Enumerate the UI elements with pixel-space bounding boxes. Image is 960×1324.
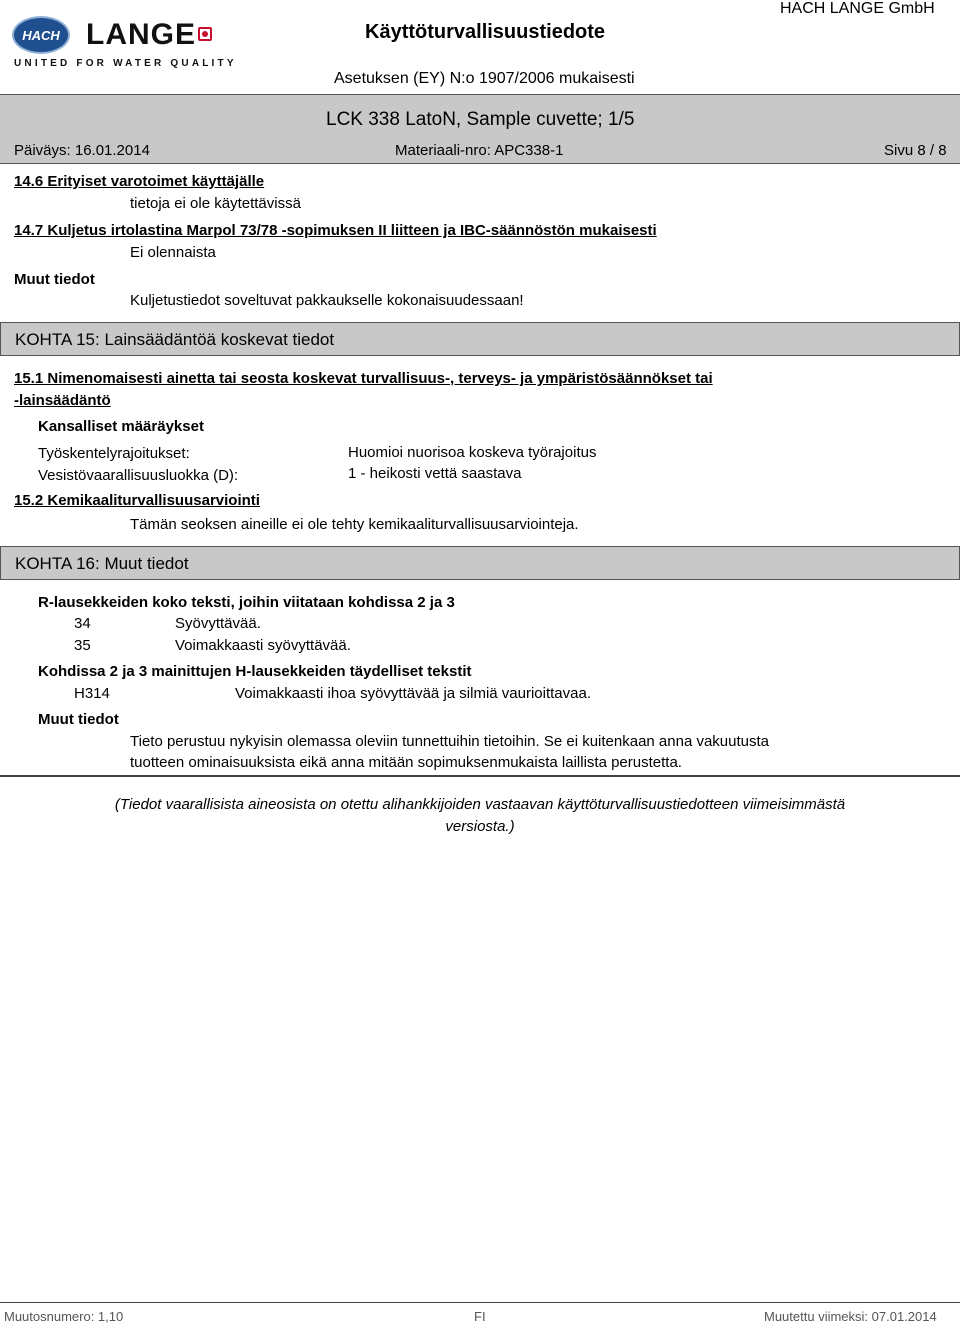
document-title: Käyttöturvallisuustiedote (365, 21, 606, 43)
section-16-bar (0, 546, 960, 580)
hach-logo-text: HACH (22, 28, 60, 43)
other-info-text: Kuljetustiedot soveltuvat pakkaukselle kokonaisuudessaan! (130, 292, 524, 309)
h-phrase-text: Voimakkaasti ihoa syövyttävää ja silmiä vaurioittavaa. (235, 685, 592, 702)
lange-logo-text: LANGE (86, 18, 196, 51)
r-phrase-code: 35 (74, 637, 91, 654)
section-15-bar (0, 322, 960, 356)
heading-14-7: 14.7 Kuljetus irtolastina Marpol 73/78 -sopimuksen II liitteen ja IBC-säännöstön mukaisesti (14, 222, 657, 239)
r-phrase-code: 34 (74, 615, 91, 632)
r-phrases-heading: R-lausekkeiden koko teksti, joihin viitataan kohdissa 2 ja 3 (38, 594, 455, 611)
logo-tagline: UNITED FOR WATER QUALITY (14, 58, 237, 69)
r-phrase-text: Voimakkaasti syövyttävää. (175, 637, 351, 654)
footer-divider (0, 1302, 960, 1303)
other-info-label-16: Muut tiedot (38, 711, 119, 728)
language-code: FI (474, 1309, 486, 1324)
revision-number: Muutosnumero: 1,10 (4, 1309, 124, 1324)
supplier-note-line2: versiosta.) (445, 818, 515, 835)
regulation-text: Asetuksen (EY) N:o 1907/2006 mukaisesti (334, 70, 635, 87)
national-regulations-heading: Kansalliset määräykset (38, 418, 204, 435)
water-hazard-class-label: Vesistövaarallisuusluokka (D): (38, 467, 239, 484)
page-number: Sivu 8 / 8 (884, 142, 947, 159)
material-number: Materiaali-nro: APC338-1 (395, 142, 564, 159)
r-phrase-text: Syövyttävää. (175, 615, 261, 632)
issue-date: Päiväys: 16.01.2014 (14, 142, 150, 159)
work-restrictions-value: Huomioi nuorisoa koskeva työrajoitus (348, 444, 597, 461)
heading-15-1-line1: 15.1 Nimenomaisesti ainetta tai seosta koskevat turvallisuus-, terveys- ja ympäristösäännökset tai (14, 370, 713, 387)
h-phrase-code: H314 (74, 685, 110, 702)
section-15-title: KOHTA 15: Lainsäädäntöä koskevat tiedot (15, 330, 335, 349)
work-restrictions-label: Työskentelyrajoitukset: (38, 445, 190, 462)
section-16-title: KOHTA 16: Muut tiedot (15, 554, 189, 573)
text-15-2: Tämän seoksen aineille ei ole tehty kemikaaliturvallisuusarviointeja. (130, 516, 579, 533)
last-modified: Muutettu viimeksi: 07.01.2014 (764, 1309, 937, 1324)
h-phrases-heading: Kohdissa 2 ja 3 mainittujen H-lausekkeiden täydelliset tekstit (38, 663, 472, 680)
other-info-label: Muut tiedot (14, 271, 95, 288)
heading-15-2: 15.2 Kemikaaliturvallisuusarviointi (14, 492, 260, 509)
supplier-note-line1: (Tiedot vaarallisista aineosista on otettu alihankkijoiden vastaavan käyttöturvallisuustiedotteen viimeisimmästä (114, 796, 846, 813)
other-info-16-line2: tuotteen ominaisuuksista eikä anna mitään sopimuksenmukaista laillista perustetta. (130, 754, 682, 771)
lange-logo-mark (198, 27, 212, 41)
text-14-6: tietoja ei ole käytettävissä (130, 195, 301, 212)
company-name: HACH LANGE GmbH (780, 0, 935, 17)
section-divider (0, 775, 960, 777)
product-name: LCK 338 LatoN, Sample cuvette; 1/5 (326, 109, 635, 130)
water-hazard-class-value: 1 - heikosti vettä saastava (348, 465, 522, 482)
hach-logo (12, 16, 70, 54)
other-info-16-line1: Tieto perustuu nykyisin olemassa oleviin tunnettuihin tietoihin. Se ei kuitenkaan anna vakuutusta (130, 733, 770, 750)
heading-14-6: 14.6 Erityiset varotoimet käyttäjälle (14, 173, 265, 190)
heading-15-1-line2: -lainsäädäntö (14, 392, 111, 409)
text-14-7: Ei olennaista (130, 244, 216, 261)
